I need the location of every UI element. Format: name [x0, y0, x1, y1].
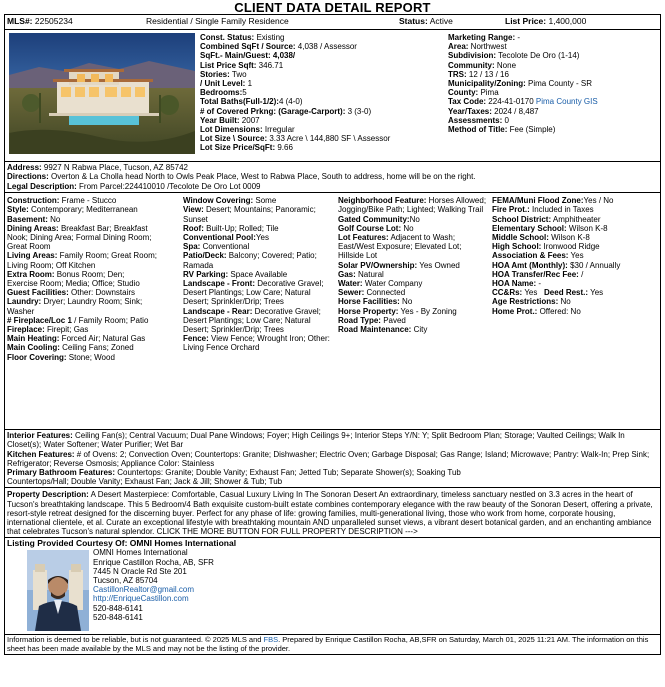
agent-name: Enrique Castillon Rocha, AB, SFR	[93, 557, 214, 567]
spa: Spa: Conventional	[183, 242, 250, 252]
features-section	[5, 192, 660, 429]
gated-community: Gated Community:No	[338, 214, 420, 224]
covered-parking: # of Covered Prkng: (Garage-Carport): 3 (3-0)	[200, 106, 372, 116]
basement: Basement: No	[7, 214, 61, 224]
report-page	[4, 1, 661, 655]
ccrs-deed: CC&Rs: Yes Deed Rest.: Yes	[492, 288, 604, 298]
hoa-transfer-fee: HOA Transfer/Rec Fee: /	[492, 269, 584, 279]
address: Address: 9927 N Rabwa Place, Tucson, AZ 85742	[7, 163, 188, 172]
lot-size-price: Lot Size Price/SqFt: 9.66	[200, 143, 293, 153]
status: Status: Active	[399, 16, 453, 26]
pima-county-gis-link[interactable]: Pima County GIS	[535, 97, 598, 107]
rv-parking: RV Parking: Space Available	[183, 269, 288, 279]
sqft-main-guest: SqFt.- Main/Guest: 4,038/	[200, 51, 296, 61]
view: View: Desert; Mountains; Panoramic; Sunset	[183, 205, 316, 224]
summary-middle-column	[200, 33, 390, 153]
conventional-pool: Conventional Pool:Yes	[183, 233, 269, 243]
address-section	[5, 161, 660, 192]
dining-areas: Dining Areas: Breakfast Bar; Breakfast Nook; Dining Area; Formal Dining Room; Great Room	[7, 223, 152, 252]
listing-agent-section	[5, 537, 660, 634]
agent-city: Tucson, AZ 85704	[93, 576, 158, 586]
bedrooms: Bedrooms:5	[200, 88, 247, 98]
trs: TRS: 12 / 13 / 16	[448, 69, 509, 79]
property-type: Residential / Single Family Residence	[146, 16, 289, 26]
agent-photo	[27, 550, 89, 631]
marketing-range: Marketing Range: -	[448, 33, 521, 42]
list-price: List Price: 1,400,000	[505, 16, 587, 26]
fireplace: Fireplace: Firepit; Gas	[7, 325, 89, 335]
agent-phone-1: 520-848-6141	[93, 603, 143, 613]
hoa-name: HOA Name: -	[492, 279, 542, 289]
middle-school: Middle School: Wilson K-8	[492, 233, 590, 243]
tax-code: Tax Code: 224-41-0170 Pima County GIS	[448, 97, 598, 107]
list-price-sqft: List Price Sqft: 346.71	[200, 60, 284, 70]
school-district: School District: Amphitheater	[492, 214, 601, 224]
age-restrictions: Age Restrictions: No	[492, 297, 571, 307]
property-description: Property Description: A Desert Masterpiece: Comfortable, Casual Luxury Living In The Sonoran Desert An extraordinary, timeless sanctuary nestled on 3.3 acres in the heart of Tucson's breathtaking landscape. This 5 Bedroom/4 Bath exquisite custom-built estate combines contemporary elegance with the raw beauty of the Sonoran Desert, offering a private, resort-style retreat designed for the discerning buyer. Perfect for any phase of life: growing families, multi-generational living, those who work from home, corporate housing, international clientele, et al. Curate an exceptional lifestyle with breathtaking mountain AND unparalleled sunset views, a vibrant desert botanical garden, and an enchanting ambiance that celebrates Tucson's natural splendor. CLICK THE MORE BUTTON FOR FULL PROPERTY DESCRIPTION --->	[5, 487, 660, 537]
neighborhood-feature: Neighborhood Feature: Horses Allowed; Jogging/Bike Path; Lighted; Walking Trail	[338, 196, 487, 215]
year-taxes: Year/Taxes: 2024 / 8,487	[448, 106, 539, 116]
agent-company: OMNI Homes International	[93, 548, 188, 558]
const-status: Const. Status: Existing	[200, 33, 285, 42]
patio-deck: Patio/Deck: Balcony; Covered; Patio; Ramada	[183, 251, 317, 270]
flood-zone: FEMA/Muni Flood Zone:Yes / No	[492, 196, 614, 206]
agent-photo-image	[27, 550, 89, 631]
fireplace-location: # Fireplace/Loc 1 / Family Room; Patio	[7, 315, 149, 325]
extra-room: Extra Room: Bonus Room; Den; Exercise Room; Media; Office; Studio	[7, 269, 140, 289]
agent-contact-info	[93, 548, 214, 622]
main-cooling: Main Cooling: Ceiling Fans; Zoned	[7, 343, 134, 353]
horse-facilities: Horse Facilities: No	[338, 297, 413, 307]
method-of-title: Method of Title: Fee (Simple)	[448, 125, 556, 135]
primary-bathroom-features: Primary Bathroom Features: Countertops: Granite; Double Vanity; Exhaust Fan; Jetted Tub; Separate Shower(s); Soaking Tub	[7, 468, 461, 478]
features-column-3	[338, 196, 488, 334]
property-photo-image	[9, 33, 195, 154]
kitchen-features: Kitchen Features: # of Ovens: 2; Convection Oven; Countertops: Granite; Dishwasher; Electric Oven; Garbage Disposal; Gas Range; Island; Microwave; Pantry: Walk-In; Prep Sink; Refrigerator; Reverse Osmosis; Appliance Color: Stainless	[7, 449, 650, 468]
floor-covering: Floor Covering: Stone; Wood	[7, 352, 115, 362]
interior-features: Interior Features: Ceiling Fan(s); Central Vacuum; Dual Pane Windows; Foyer; High Ceilings 9+; Interior Steps Y/N: Y; Split Bedroom Plan; Storage; Vaulted Ceilings; Walk In Closet(s); Water Softener; Water Purifier; Wet Bar	[7, 431, 625, 450]
landscape-front: Landscape - Front: Decorative Gravel; Desert Plantings; Low Care; Natural Desert; Sprinkler/Drip; Trees	[183, 279, 324, 307]
county: County: Pima	[448, 88, 499, 98]
mls-number: MLS#: 22505234	[7, 16, 73, 26]
summary-right-column	[448, 33, 598, 134]
agent-website-link[interactable]: http://EnriqueCastillon.com	[93, 594, 189, 604]
other-bathroom-features: Countertops/Hall; Double Vanity; Exhaust Fan; Jack & Jill; Shower & Tub; Tub	[7, 477, 283, 487]
stories: Stories: Two	[200, 69, 247, 79]
area: Area: Northwest	[448, 42, 507, 52]
agent-street: 7445 N Oracle Rd Ste 201	[93, 566, 187, 576]
fence: Fence: View Fence; Wrought Iron; Other: Living Fence Orchard	[183, 334, 330, 353]
landscape-rear: Landscape - Rear: Decorative Gravel; Desert Plantings; Low Care; Natural Desert; Sprinkler/Drip; Trees	[183, 306, 321, 335]
lot-features: Lot Features: Adjacent to Wash; East/West Exposure; Elevated Lot; Hillside Lot	[338, 233, 462, 261]
road-maintenance: Road Maintenance: City	[338, 325, 428, 335]
subdivision: Subdivision: Tecolote De Oro (1-14)	[448, 51, 580, 61]
property-photo[interactable]	[9, 33, 195, 154]
association-fees: Association & Fees: Yes	[492, 251, 584, 261]
disclaimer-footer: Information is deemed to be reliable, but is not guaranteed. © 2025 MLS and FBS. Prepared by Enrique Castillon Rocha, AB,SFR on Saturday, March 01, 2025 11:21 AM. The information on this sheet has been made available by the MLS and may not be the listing of the provider.	[5, 634, 660, 653]
interior-features-section	[5, 429, 660, 487]
report-title: CLIENT DATA DETAIL REPORT	[234, 0, 431, 15]
water: Water: Water Company	[338, 279, 423, 289]
year-built: Year Built: 2007	[200, 115, 260, 125]
community: Community: None	[448, 60, 517, 70]
elementary-school: Elementary School: Wilson K-8	[492, 223, 608, 233]
total-baths: Total Baths(Full-1/2):4 (4-0)	[200, 97, 303, 107]
directions: Directions: Overton & La Cholla head North to Owls Peak Place, West to Rabwa Place, South to address, home will be on the right.	[7, 172, 476, 182]
roof: Roof: Built-Up; Rolled; Tile	[183, 223, 279, 233]
road-type: Road Type: Paved	[338, 315, 406, 325]
lot-size: Lot Size \ Source: 3.33 Acre \ 144,880 SF \ Assessor	[200, 134, 391, 144]
municipality-zoning: Municipality/Zoning: Pima County - SR	[448, 79, 593, 89]
window-covering: Window Covering: Some	[183, 196, 277, 206]
sewer: Sewer: Connected	[338, 288, 406, 298]
fbs-link[interactable]: FBS	[263, 635, 279, 645]
construction: Construction: Frame - Stucco	[7, 196, 117, 206]
solar-pv: Solar PV/Ownership: Yes Owned	[338, 260, 460, 270]
golf-course-lot: Golf Course Lot: No	[338, 223, 414, 233]
hoa-amount: HOA Amt (Monthly): $30 / Annually	[492, 260, 621, 270]
features-column-1	[7, 196, 157, 362]
header-bar	[4, 14, 661, 30]
main-heating: Main Heating: Forced Air; Natural Gas	[7, 334, 146, 344]
home-protection: Home Prot.: Offered: No	[492, 306, 581, 316]
living-areas: Living Areas: Family Room; Great Room; Living Room; Off Kitchen	[7, 251, 157, 270]
laundry: Laundry: Dryer; Laundry Room; Sink; Washer	[7, 297, 143, 316]
summary-section	[5, 30, 660, 161]
horse-property: Horse Property: Yes - By Zoning	[338, 306, 457, 316]
lot-dimensions: Lot Dimensions: Irregular	[200, 125, 295, 135]
agent-email-link[interactable]: CastillonRealtor@gmail.com	[93, 585, 195, 595]
style: Style: Contemporary; Mediterranean	[7, 205, 138, 215]
fire-protection: Fire Prot.: Included in Taxes	[492, 205, 594, 215]
features-column-4	[492, 196, 660, 316]
legal-description: Legal Description: From Parcel:224410010 /Tecolote De Oro Lot 0009	[7, 181, 261, 191]
assessments: Assessments: 0	[448, 115, 509, 125]
agent-phone-2: 520-848-6141	[93, 612, 143, 622]
gas: Gas: Natural	[338, 269, 384, 279]
listing-courtesy-title: Listing Provided Courtesy Of: OMNI Homes International	[7, 538, 237, 549]
guest-facilities: Guest Facilities: Other: Downstairs	[7, 288, 136, 298]
unit-level: / Unit Level: 1	[200, 79, 253, 89]
high-school: High School: Ironwood Ridge	[492, 242, 600, 252]
combined-sqft: Combined SqFt / Source: 4,038 / Assessor	[200, 42, 357, 52]
features-column-2	[183, 196, 335, 352]
